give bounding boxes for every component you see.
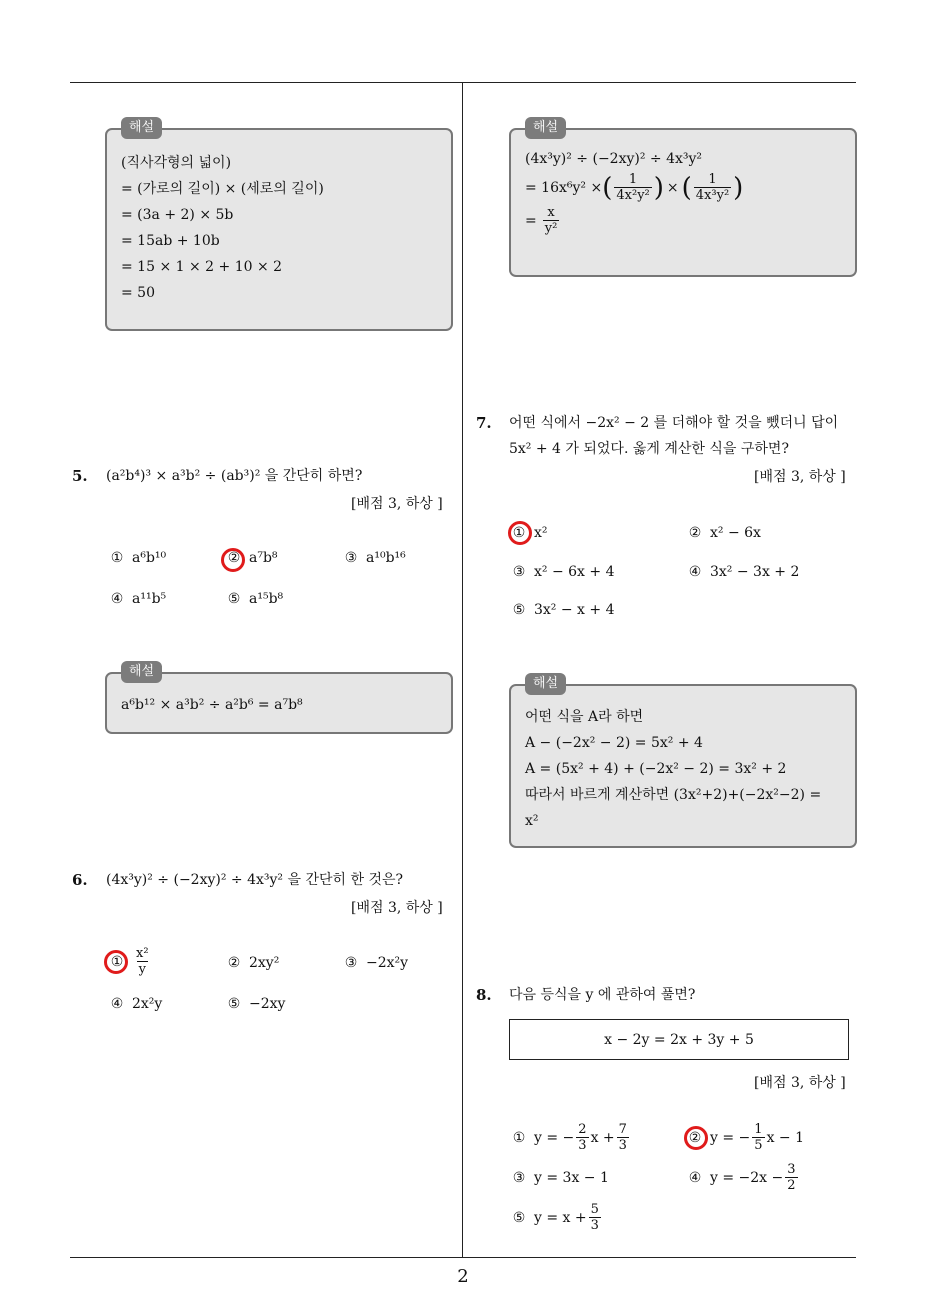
choice-mark: ④: [688, 1169, 702, 1186]
choice-text: 2xy²: [249, 955, 280, 971]
fraction-denominator: y: [138, 962, 146, 977]
fraction: [543, 205, 560, 236]
choice-mark: ⑤: [512, 602, 526, 618]
choice-option[interactable]: [510, 1170, 609, 1186]
choice-option[interactable]: [686, 1162, 800, 1193]
choice-text: a¹¹b⁵: [132, 591, 167, 607]
question-number: 7.: [476, 414, 492, 432]
solution-box-q4: [105, 120, 453, 331]
choice-text: y = x +: [534, 1209, 587, 1226]
choice-mark: ③: [512, 564, 526, 580]
choice-option[interactable]: [686, 564, 799, 580]
fraction-numerator: 7: [618, 1122, 627, 1137]
solution-line: (4x³y)² ÷ (−2xy)² ÷ 4x³y²: [525, 151, 703, 167]
choice-text: a⁷b⁸: [249, 550, 278, 566]
choice-text: −2x²y: [366, 955, 409, 971]
choice-text: y = −: [710, 1129, 751, 1146]
fraction-numerator: 3: [787, 1162, 796, 1177]
choice-mark: ①: [512, 1129, 526, 1146]
solution-tag: 해설: [525, 673, 566, 695]
left-paren: (: [681, 172, 692, 203]
solution-line: = 50: [121, 285, 155, 301]
choice-option[interactable]: [342, 550, 406, 566]
solution-line: A − (−2x² − 2) = 5x² + 4: [525, 735, 703, 751]
fraction-denominator: 5: [754, 1138, 763, 1153]
right-paren: ): [653, 172, 664, 203]
choice-mark: ②: [227, 955, 241, 971]
fraction: [614, 172, 651, 203]
choice-text: x²: [534, 525, 548, 541]
top-rule: [70, 82, 856, 83]
fraction-numerator: x: [547, 205, 555, 220]
fraction-numerator: 1: [628, 172, 638, 187]
question-text: 어떤 식에서 −2x² − 2 를 더해야 할 것을 뺐더니 답이: [509, 415, 839, 431]
solution-line: = (3a + 2) × 5b: [121, 207, 234, 223]
solution-line: = 15ab + 10b: [121, 233, 220, 249]
choice-option[interactable]: [510, 602, 614, 618]
choice-mark: ①: [110, 953, 124, 970]
choice-text: x² − 6x: [710, 525, 761, 541]
choice-fraction: [134, 946, 151, 977]
question-number: 5.: [72, 467, 88, 485]
choice-text: x² − 6x + 4: [534, 564, 615, 580]
question-score: [배점 3, 하상 ]: [351, 900, 443, 916]
choice-option[interactable]: [108, 591, 166, 607]
solution-tag: 해설: [525, 117, 566, 139]
fraction-numerator: 1: [708, 172, 717, 187]
selected-answer-circle: [104, 950, 128, 974]
choice-option[interactable]: [510, 1202, 603, 1233]
choice-mark: ①: [512, 525, 526, 541]
question-text: (a²b⁴)³ × a³b² ÷ (ab³)² 을 간단히 하면?: [106, 468, 363, 484]
solution-line: A = (5x² + 4) + (−2x² − 2) = 3x² + 2: [525, 761, 787, 777]
choice-option[interactable]: [108, 550, 166, 566]
fraction-numerator: 5: [590, 1202, 599, 1217]
choice-text: 3x² − x + 4: [534, 602, 615, 618]
selected-answer-circle: [508, 521, 532, 545]
solution-line: (직사각형의 넓이): [121, 155, 232, 171]
choice-option[interactable]: [342, 955, 408, 971]
choice-mark: ④: [110, 591, 124, 607]
choice-text: x +: [590, 1129, 615, 1146]
choice-text: a⁶b¹⁰: [132, 550, 167, 566]
equation-text: x − 2y = 2x + 3y + 5: [604, 1031, 754, 1048]
selected-answer-circle: [684, 1126, 708, 1150]
fraction-numerator: 2: [578, 1122, 587, 1137]
choice-mark: ②: [688, 525, 702, 541]
solution-line: [525, 172, 843, 203]
solution-line: 어떤 식을 A라 하면: [525, 709, 644, 725]
choice-mark: ②: [227, 550, 241, 566]
solution-tag: 해설: [121, 117, 162, 139]
question-text: (4x³y)² ÷ (−2xy)² ÷ 4x³y² 을 간단히 한 것은?: [106, 872, 404, 888]
solution-box-q6: [509, 120, 857, 277]
choice-option[interactable]: [225, 591, 283, 607]
solution-text: = 16x⁶y² ×: [525, 179, 603, 196]
right-paren: ): [733, 172, 744, 203]
solution-tag: 해설: [121, 661, 162, 683]
column-divider: [462, 83, 463, 1258]
choice-option[interactable]: [510, 1122, 631, 1153]
page-number: 2: [457, 1266, 469, 1287]
fraction-numerator: 1: [754, 1122, 763, 1137]
question-score: [배점 3, 하상 ]: [351, 496, 443, 512]
fraction: [576, 1122, 588, 1153]
equation-box: [509, 1019, 849, 1060]
solution-text: =: [525, 212, 537, 229]
fraction-denominator: 4x³y²: [695, 188, 730, 203]
selected-answer-circle: [221, 548, 245, 572]
choice-option[interactable]: [225, 955, 279, 971]
solution-box-q5: [105, 664, 453, 734]
choice-mark: ②: [688, 1129, 702, 1146]
times-sign: ×: [666, 179, 679, 196]
fraction-denominator: y²: [544, 221, 558, 236]
fraction-denominator: 2: [787, 1178, 796, 1193]
fraction-denominator: 3: [618, 1138, 627, 1153]
solution-line: 따라서 바르게 계산하면 (3x²+2)+(−2x²−2) =: [525, 787, 822, 803]
choice-mark: ⑤: [227, 591, 241, 607]
choice-option[interactable]: [108, 996, 162, 1012]
choice-text: a¹⁰b¹⁶: [366, 550, 406, 566]
choice-text: 2x²y: [132, 996, 163, 1012]
question-score: [배점 3, 하상 ]: [754, 469, 846, 485]
choice-mark: ⑤: [227, 996, 241, 1012]
fraction: [617, 1122, 629, 1153]
question-score: [배점 3, 하상 ]: [754, 1075, 846, 1091]
solution-box-q7: [509, 676, 857, 848]
choice-mark: ④: [110, 996, 124, 1012]
question-text: 5x² + 4 가 되었다. 옳게 계산한 식을 구하면?: [509, 441, 789, 457]
solution-line: a⁶b¹² × a³b² ÷ a²b⁶ = a⁷b⁸: [121, 697, 303, 713]
solution-line: [525, 205, 843, 236]
choice-text: a¹⁵b⁸: [249, 591, 284, 607]
fraction-numerator: x²: [136, 946, 149, 961]
solution-line: = 15 × 1 × 2 + 10 × 2: [121, 259, 283, 275]
choice-mark: ③: [344, 550, 358, 566]
fraction: [694, 172, 731, 203]
solution-line: = (가로의 길이) × (세로의 길이): [121, 181, 324, 197]
choice-text: y = −2x −: [710, 1169, 784, 1186]
fraction-denominator: 3: [590, 1218, 599, 1233]
solution-line: x²: [525, 813, 539, 829]
fraction: [589, 1202, 601, 1233]
choice-text: 3x² − 3x + 2: [710, 564, 800, 580]
left-paren: (: [602, 172, 613, 203]
question-number: 8.: [476, 986, 492, 1004]
bottom-rule: [70, 1257, 856, 1258]
choice-mark: ③: [512, 1170, 526, 1186]
fraction-denominator: 4x²y²: [616, 188, 650, 203]
fraction: [785, 1162, 797, 1193]
choice-option[interactable]: [686, 525, 761, 541]
choice-text: −2xy: [249, 996, 286, 1012]
choice-mark: ⑤: [512, 1209, 526, 1226]
question-number: 6.: [72, 871, 88, 889]
choice-text: y = −: [534, 1129, 575, 1146]
choice-option[interactable]: [510, 564, 614, 580]
question-text: 다음 등식을 y 에 관하여 풀면?: [509, 987, 696, 1003]
fraction-denominator: 3: [578, 1138, 587, 1153]
choice-mark: ④: [688, 564, 702, 580]
choice-option[interactable]: [225, 996, 285, 1012]
choice-mark: ③: [344, 955, 358, 971]
fraction: [752, 1122, 764, 1153]
choice-text: y = 3x − 1: [534, 1170, 609, 1186]
choice-text: x − 1: [766, 1129, 804, 1146]
choice-mark: ①: [110, 550, 124, 566]
